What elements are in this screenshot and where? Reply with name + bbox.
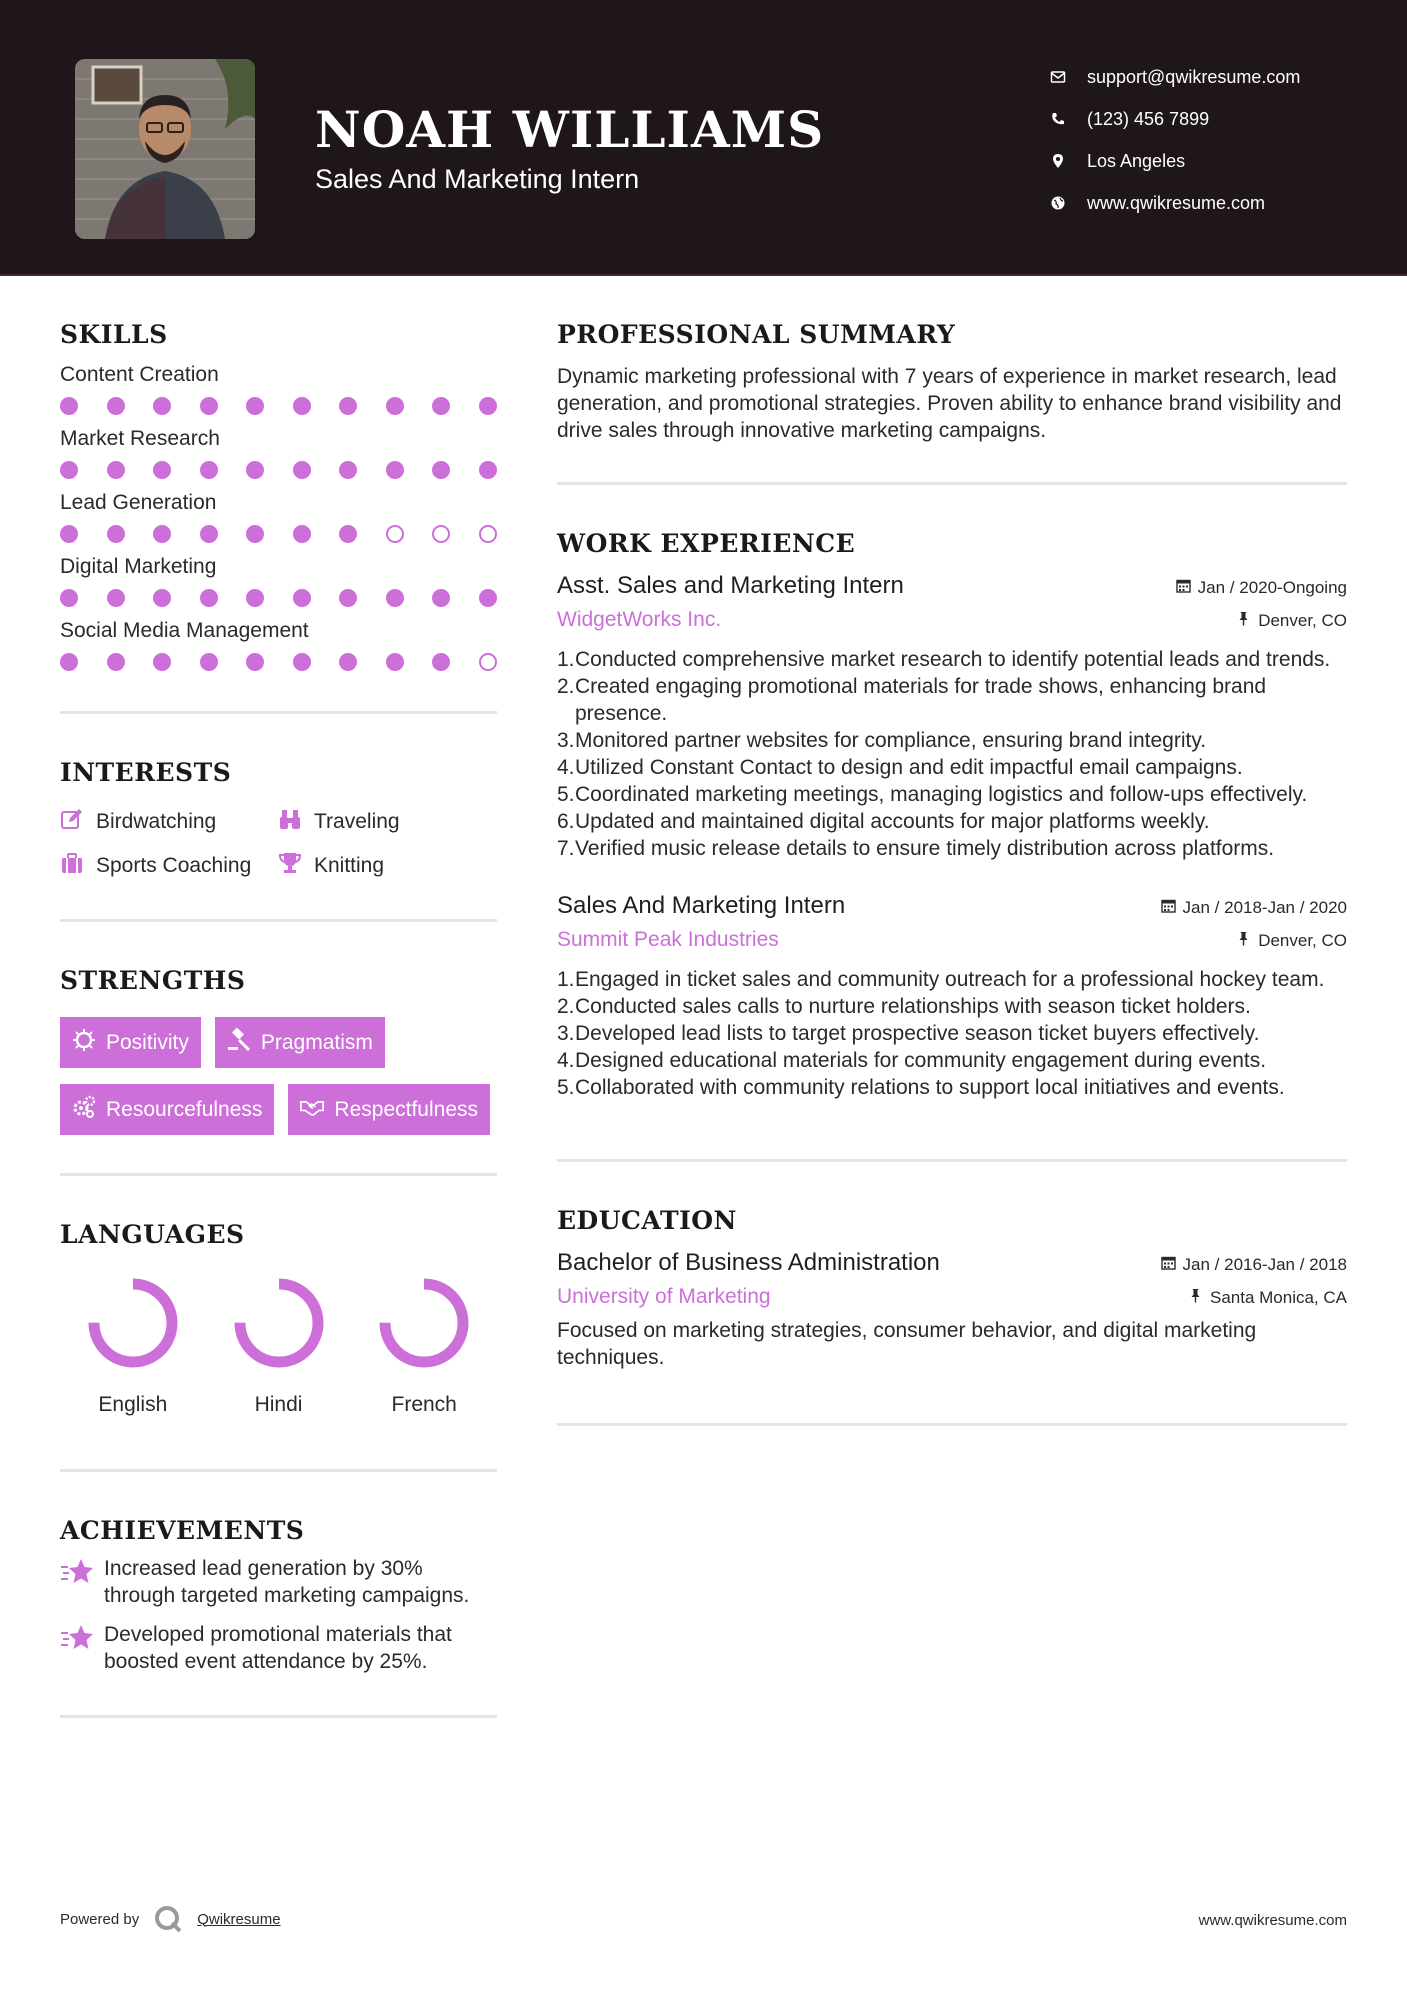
skill-name: Market Research xyxy=(60,427,220,450)
contact-email[interactable] xyxy=(1050,56,1300,98)
language-gauge-arc xyxy=(385,1284,463,1362)
rating-dot-filled xyxy=(432,461,450,479)
rating-dot-filled xyxy=(293,589,311,607)
left-column xyxy=(60,320,497,1718)
job-company: WidgetWorks Inc. xyxy=(557,608,722,631)
trophy-icon xyxy=(278,851,314,881)
candidate-name: NOAH WILLIAMS xyxy=(315,100,825,159)
achievements-title: ACHIEVEMENTS xyxy=(60,1516,305,1545)
rating-dot-filled xyxy=(153,397,171,415)
qwikresume-logo-icon xyxy=(153,1904,183,1934)
briefcase-icon xyxy=(60,851,96,881)
interest-item xyxy=(278,851,478,881)
experience-section xyxy=(557,529,1347,1101)
skill-rating xyxy=(60,653,497,671)
section-divider xyxy=(60,711,497,714)
section-divider xyxy=(60,919,497,922)
rating-dot-filled xyxy=(107,397,125,415)
powered-by-text: Powered by xyxy=(60,1910,140,1928)
job-location-text: Denver, CO xyxy=(1258,931,1347,950)
achievement-item xyxy=(60,1621,497,1675)
strength-label: Resourcefulness xyxy=(106,1097,263,1121)
contact-list xyxy=(1050,56,1300,224)
job-entry xyxy=(557,572,1347,862)
bullet-text: Conducted comprehensive market research to identify potential leads and trends. xyxy=(575,648,1331,671)
rating-dot-filled xyxy=(153,653,171,671)
strength-badge xyxy=(215,1017,385,1068)
rating-dot-filled xyxy=(153,589,171,607)
summary-title: PROFESSIONAL SUMMARY xyxy=(557,320,956,349)
rating-dot-filled xyxy=(293,525,311,543)
bullet-number: 7. xyxy=(557,837,575,860)
summary-section xyxy=(557,320,1347,444)
envelope-icon xyxy=(1050,69,1087,85)
job-bullet xyxy=(557,993,1347,1020)
interest-label: Knitting xyxy=(314,854,385,877)
right-column xyxy=(557,320,1347,1426)
rating-dot-filled xyxy=(153,461,171,479)
skill-rating xyxy=(60,397,497,415)
language-item xyxy=(60,1277,206,1417)
rating-dot-filled xyxy=(339,461,357,479)
section-divider xyxy=(60,1469,497,1472)
phone-icon xyxy=(1050,111,1087,127)
interest-label: Birdwatching xyxy=(96,810,217,833)
job-bullet xyxy=(557,808,1347,835)
job-bullet xyxy=(557,727,1347,754)
rating-dot-filled xyxy=(246,525,264,543)
job-bullet xyxy=(557,1074,1347,1101)
rating-dot-filled xyxy=(200,653,218,671)
gavel-icon xyxy=(227,1028,261,1058)
rating-dot-empty xyxy=(432,525,450,543)
job-bullet xyxy=(557,754,1347,781)
skills-title: SKILLS xyxy=(60,320,168,349)
rating-dot-filled xyxy=(60,525,78,543)
bullet-number: 5. xyxy=(557,783,575,806)
education-location-text: Santa Monica, CA xyxy=(1209,1288,1347,1307)
strength-label: Pragmatism xyxy=(260,1030,373,1054)
binoculars-icon xyxy=(278,807,314,837)
rating-dot-filled xyxy=(107,461,125,479)
contact-phone-text: (123) 456 7899 xyxy=(1087,108,1210,129)
language-gauge xyxy=(87,1277,179,1369)
rating-dot-filled xyxy=(60,397,78,415)
interests-title: INTERESTS xyxy=(60,758,232,787)
rating-dot-filled xyxy=(339,525,357,543)
contact-location xyxy=(1050,140,1300,182)
section-divider xyxy=(557,1159,1347,1162)
rating-dot-filled xyxy=(246,589,264,607)
education-school: University of Marketing xyxy=(557,1285,771,1308)
bullet-text: Coordinated marketing meetings, managing logistics and follow-ups effectively. xyxy=(575,783,1308,806)
interests-list xyxy=(60,807,497,881)
resume-header xyxy=(0,0,1407,276)
job-title: Asst. Sales and Marketing Intern xyxy=(557,572,904,599)
footer-url[interactable]: www.qwikresume.com xyxy=(1198,1912,1347,1929)
rating-dot-filled xyxy=(432,397,450,415)
rating-dot-filled xyxy=(246,653,264,671)
strength-label: Respectfulness xyxy=(334,1097,478,1121)
education-location xyxy=(1188,1288,1347,1308)
rating-dot-filled xyxy=(200,525,218,543)
skill-rating xyxy=(60,589,497,607)
job-location xyxy=(1236,931,1347,951)
skills-list xyxy=(60,363,497,671)
bullet-text: Collaborated with community relations to support local initiatives and events. xyxy=(575,1076,1285,1099)
strength-badge xyxy=(288,1084,490,1135)
job-location-text: Denver, CO xyxy=(1258,611,1347,630)
pushpin-icon xyxy=(1188,1288,1210,1308)
rating-dot-filled xyxy=(432,653,450,671)
rating-dot-filled xyxy=(60,461,78,479)
bullet-text: Created engaging promotional materials for trade shows, enhancing brand presence. xyxy=(575,675,1267,725)
job-entry xyxy=(557,892,1347,1101)
profile-photo xyxy=(75,59,255,239)
rating-dot-filled xyxy=(386,653,404,671)
jobs-list xyxy=(557,572,1347,1101)
rating-dot-filled xyxy=(246,397,264,415)
bullet-number: 1. xyxy=(557,648,575,671)
rating-dot-filled xyxy=(293,653,311,671)
job-title: Sales And Marketing Intern xyxy=(557,892,846,919)
bullet-text: Conducted sales calls to nurture relationships with season ticket holders. xyxy=(575,995,1251,1018)
job-bullet xyxy=(557,1047,1347,1074)
education-head xyxy=(557,1249,1347,1277)
language-gauge-arc xyxy=(94,1284,172,1362)
job-bullets xyxy=(557,646,1347,862)
qwikresume-link[interactable]: Qwikresume xyxy=(197,1910,281,1928)
candidate-role: Sales And Marketing Intern xyxy=(315,164,640,194)
contact-website[interactable] xyxy=(1050,182,1300,224)
strength-badge xyxy=(60,1017,201,1068)
rating-dot-filled xyxy=(386,461,404,479)
rating-dot-filled xyxy=(60,653,78,671)
language-item xyxy=(351,1277,497,1417)
rating-dot-filled xyxy=(479,589,497,607)
handshake-icon xyxy=(300,1095,334,1125)
language-label: Hindi xyxy=(254,1393,303,1416)
calendar-icon xyxy=(1176,578,1198,598)
education-description: Focused on marketing strategies, consumer behavior, and digital marketing techniques. xyxy=(557,1319,1257,1369)
contact-email-text: support@qwikresume.com xyxy=(1087,66,1301,87)
education-sub xyxy=(557,1285,1347,1309)
rating-dot-filled xyxy=(386,397,404,415)
strengths-section xyxy=(60,966,497,1135)
job-date xyxy=(1176,578,1347,598)
pushpin-icon xyxy=(1236,611,1258,631)
skill-rating xyxy=(60,525,497,543)
bullet-number: 4. xyxy=(557,1049,575,1072)
rating-dot-filled xyxy=(200,461,218,479)
calendar-icon xyxy=(1161,1255,1183,1275)
rating-dot-filled xyxy=(107,525,125,543)
rating-dot-filled xyxy=(107,589,125,607)
bullet-number: 6. xyxy=(557,810,575,833)
languages-title: LANGUAGES xyxy=(60,1220,245,1249)
location-pin-icon xyxy=(1050,153,1087,169)
job-bullet xyxy=(557,781,1347,808)
job-date-text: Jan / 2018-Jan / 2020 xyxy=(1182,898,1347,917)
bullet-number: 3. xyxy=(557,1022,575,1045)
languages-section xyxy=(60,1220,497,1417)
bullet-number: 1. xyxy=(557,968,575,991)
rating-dot-filled xyxy=(200,589,218,607)
rating-dot-filled xyxy=(339,397,357,415)
bullet-number: 2. xyxy=(557,675,575,698)
skill-name: Social Media Management xyxy=(60,619,309,642)
rating-dot-filled xyxy=(339,589,357,607)
interest-label: Sports Coaching xyxy=(96,854,252,877)
job-bullet xyxy=(557,646,1347,673)
job-bullet xyxy=(557,835,1347,862)
section-divider xyxy=(60,1715,497,1718)
job-head xyxy=(557,892,1347,920)
globe-icon xyxy=(1050,195,1087,211)
contact-website-text: www.qwikresume.com xyxy=(1087,192,1266,213)
rating-dot-filled xyxy=(479,461,497,479)
job-head xyxy=(557,572,1347,600)
bullet-number: 5. xyxy=(557,1076,575,1099)
education-degree: Bachelor of Business Administration xyxy=(557,1249,940,1276)
bullet-text: Developed lead lists to target prospective season ticket buyers effectively. xyxy=(575,1022,1260,1045)
bullet-text: Verified music release details to ensure timely distribution across platforms. xyxy=(575,837,1275,860)
interest-label: Traveling xyxy=(314,810,400,833)
bullet-text: Utilized Constant Contact to design and edit impactful email campaigns. xyxy=(575,756,1243,779)
skills-section xyxy=(60,320,497,671)
language-gauge xyxy=(233,1277,325,1369)
resume-footer xyxy=(60,1896,1347,1936)
job-bullet xyxy=(557,966,1347,993)
interests-section xyxy=(60,758,497,881)
job-bullet xyxy=(557,673,1347,727)
education-date xyxy=(1161,1255,1347,1275)
bullet-text: Monitored partner websites for compliance, ensuring brand integrity. xyxy=(575,729,1207,752)
education-section xyxy=(557,1206,1347,1371)
strength-label: Positivity xyxy=(106,1030,189,1054)
achievements-section xyxy=(60,1516,497,1675)
calendar-icon xyxy=(1161,898,1183,918)
bullet-number: 4. xyxy=(557,756,575,779)
summary-text: Dynamic marketing professional with 7 years of experience in market research, lead generation, and promotional strategies. Proven ability to enhance brand visibility and drive sales through innovative marketing campaigns. xyxy=(557,365,1342,442)
rating-dot-filled xyxy=(432,589,450,607)
strengths-list xyxy=(60,1017,497,1135)
achievement-text: Developed promotional materials that boosted event attendance by 25%. xyxy=(104,1623,452,1673)
contact-location-text: Los Angeles xyxy=(1087,150,1186,171)
language-gauge xyxy=(378,1277,470,1369)
rating-dot-filled xyxy=(293,461,311,479)
interest-item xyxy=(60,851,278,881)
skill-name: Content Creation xyxy=(60,363,219,386)
rating-dot-filled xyxy=(200,397,218,415)
rating-dot-filled xyxy=(386,589,404,607)
star-icon xyxy=(60,1555,104,1609)
rating-dot-filled xyxy=(246,461,264,479)
section-divider xyxy=(557,482,1347,485)
rating-dot-empty xyxy=(479,525,497,543)
rating-dot-empty xyxy=(386,525,404,543)
rating-dot-empty xyxy=(479,653,497,671)
job-location xyxy=(1236,611,1347,631)
rating-dot-filled xyxy=(479,397,497,415)
sun-icon xyxy=(72,1028,106,1058)
skill-rating xyxy=(60,461,497,479)
contact-phone[interactable] xyxy=(1050,98,1300,140)
bullet-text: Engaged in ticket sales and community outreach for a professional hockey team. xyxy=(575,968,1325,991)
powered-by xyxy=(60,1904,281,1934)
experience-title: WORK EXPERIENCE xyxy=(557,529,856,558)
job-date-text: Jan / 2020-Ongoing xyxy=(1197,578,1347,597)
rating-dot-filled xyxy=(60,589,78,607)
section-divider xyxy=(60,1173,497,1176)
edit-icon xyxy=(60,807,96,837)
interest-item xyxy=(60,807,278,837)
strength-badge xyxy=(60,1084,274,1135)
skill-name: Lead Generation xyxy=(60,491,217,514)
gears-icon xyxy=(72,1095,106,1125)
job-bullets xyxy=(557,966,1347,1101)
language-gauge-arc xyxy=(240,1284,318,1362)
job-sub xyxy=(557,608,1347,632)
skill-name: Digital Marketing xyxy=(60,555,217,578)
job-sub xyxy=(557,928,1347,952)
rating-dot-filled xyxy=(153,525,171,543)
star-icon xyxy=(60,1621,104,1675)
languages-list xyxy=(60,1277,497,1417)
language-label: French xyxy=(391,1393,457,1416)
pushpin-icon xyxy=(1236,931,1258,951)
language-label: English xyxy=(98,1393,168,1416)
strengths-title: STRENGTHS xyxy=(60,966,246,995)
education-title: EDUCATION xyxy=(557,1206,737,1235)
language-item xyxy=(206,1277,352,1417)
rating-dot-filled xyxy=(339,653,357,671)
interest-item xyxy=(278,807,478,837)
job-date xyxy=(1161,898,1347,918)
job-bullet xyxy=(557,1020,1347,1047)
bullet-number: 3. xyxy=(557,729,575,752)
education-date-text: Jan / 2016-Jan / 2018 xyxy=(1182,1255,1347,1274)
section-divider xyxy=(557,1423,1347,1426)
achievement-item xyxy=(60,1555,497,1609)
rating-dot-filled xyxy=(107,653,125,671)
achievement-text: Increased lead generation by 30% through targeted marketing campaigns. xyxy=(104,1557,470,1607)
rating-dot-filled xyxy=(293,397,311,415)
bullet-text: Designed educational materials for community engagement during events. xyxy=(575,1049,1267,1072)
bullet-number: 2. xyxy=(557,995,575,1018)
bullet-text: Updated and maintained digital accounts for major platforms weekly. xyxy=(575,810,1210,833)
job-company: Summit Peak Industries xyxy=(557,928,779,951)
